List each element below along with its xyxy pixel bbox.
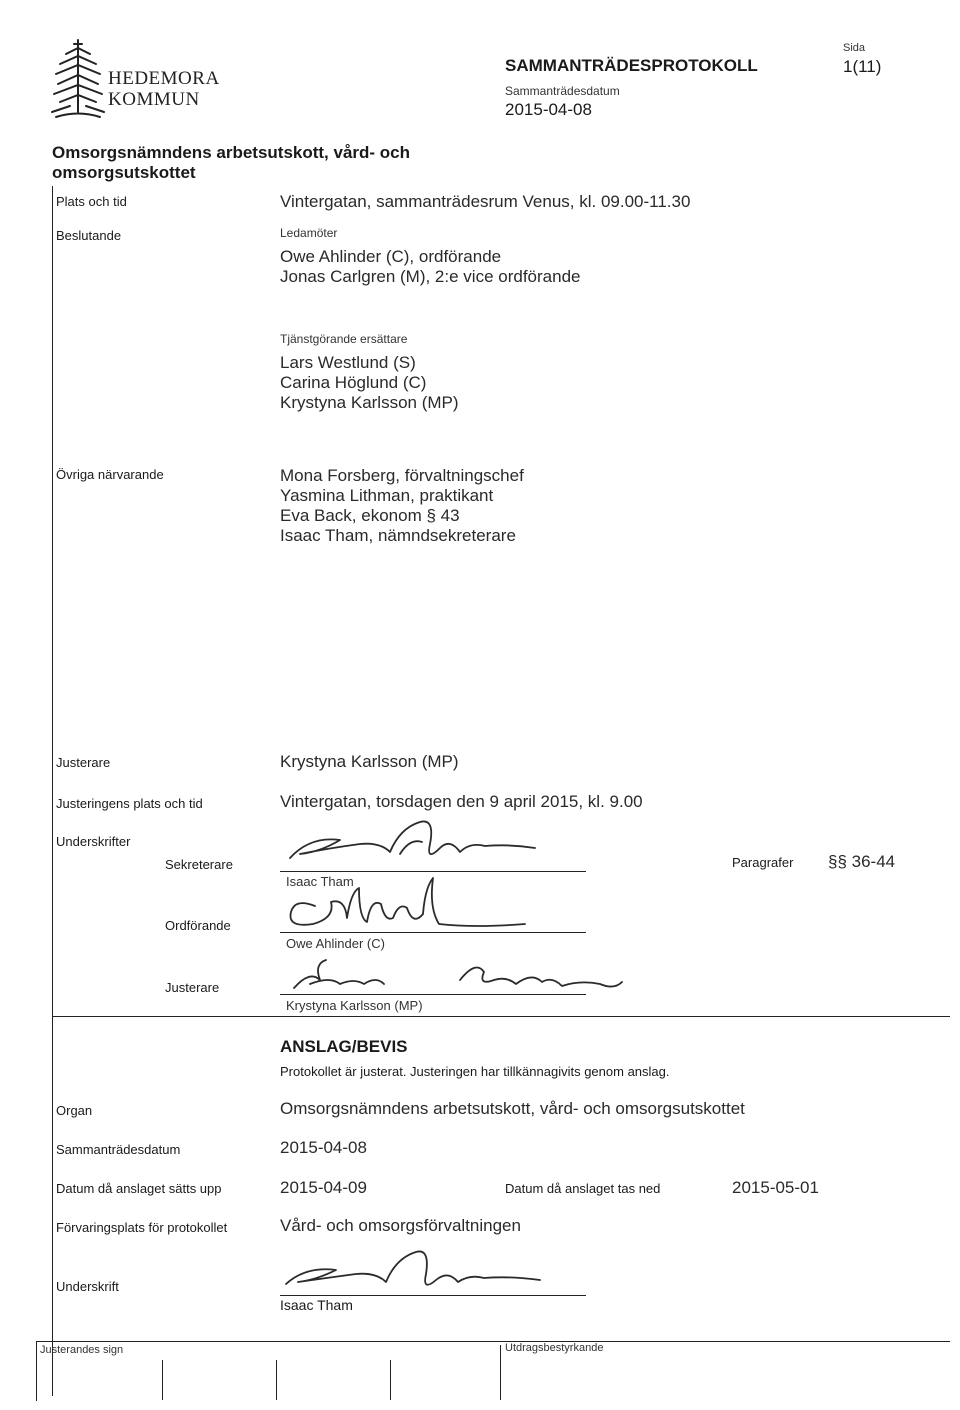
chair-signature-line: [280, 932, 586, 933]
member-2: Jonas Carlgren (M), 2:e vice ordförande: [280, 267, 581, 286]
other-person-1: Mona Forsberg, förvaltningschef: [280, 466, 524, 485]
page-number: 1(11): [843, 57, 882, 76]
storage-label: Förvaringsplats för protokollet: [56, 1220, 228, 1235]
footer-extract-label: Utdragsbestyrkande: [505, 1342, 604, 1354]
notice-title: ANSLAG/BEVIS: [280, 1037, 408, 1056]
meeting-date-label: Sammanträdesdatum: [505, 84, 620, 98]
notice-meeting-date-label: Sammanträdesdatum: [56, 1142, 181, 1157]
footer-left-border: [36, 1341, 37, 1401]
place-label: Plats och tid: [56, 194, 127, 209]
place-value: Vintergatan, sammanträdesrum Venus, kl. 09.00-11.30: [280, 192, 691, 211]
logo-line1: HEDEMORA: [108, 68, 220, 89]
other-person-3: Eva Back, ekonom § 43: [280, 506, 460, 525]
notice-signature-name: Isaac Tham: [280, 1297, 353, 1313]
adjuster-signature-line: [280, 994, 586, 995]
document-title: SAMMANTRÄDESPROTOKOLL: [505, 56, 758, 75]
notice-signature-line: [280, 1295, 586, 1296]
substitute-3: Krystyna Karlsson (MP): [280, 393, 459, 412]
paragraphs-label: Paragrafer: [732, 855, 794, 870]
adjuster-name: Krystyna Karlsson (MP): [286, 998, 423, 1013]
logo-line2: KOMMUN: [108, 89, 200, 110]
adjuster-value: Krystyna Karlsson (MP): [280, 752, 459, 771]
member-1: Owe Ahlinder (C), ordförande: [280, 247, 502, 266]
left-border: [52, 186, 53, 1396]
municipality-logo: [50, 38, 220, 120]
notice-text: Protokollet är justerat. Justeringen har tillkännagivits genom anslag.: [280, 1064, 670, 1079]
chair-signature: [275, 868, 575, 938]
members-heading: Ledamöter: [280, 226, 338, 240]
notice-signature-label: Underskrift: [56, 1279, 119, 1294]
sign-box-divider-1: [162, 1360, 163, 1400]
paragraphs-value: §§ 36-44: [828, 852, 896, 871]
removed-date-value: 2015-05-01: [732, 1178, 819, 1197]
committee-title-line1: Omsorgsnämndens arbetsutskott, vård- och: [52, 143, 411, 162]
decision-label: Beslutande: [56, 228, 122, 243]
committee-title-line2: omsorgsutskottet: [52, 163, 196, 182]
adjust-place-value: Vintergatan, torsdagen den 9 april 2015, kl. 9.00: [280, 792, 643, 811]
substitutes-heading: Tjänstgörande ersättare: [280, 332, 408, 346]
removed-date-label: Datum då anslaget tas ned: [505, 1181, 661, 1196]
signature-adjuster-label: Justerare: [165, 980, 220, 995]
posted-date-label: Datum då anslaget sätts upp: [56, 1181, 222, 1196]
posted-date-value: 2015-04-09: [280, 1178, 367, 1197]
secretary-name: Isaac Tham: [286, 874, 354, 889]
sign-box-divider-3: [390, 1360, 391, 1400]
page-label: Sida: [843, 42, 866, 54]
footer-top-line: [36, 1341, 950, 1342]
others-label: Övriga närvarande: [56, 467, 164, 482]
signatures-label: Underskrifter: [56, 834, 131, 849]
other-person-4: Isaac Tham, nämndsekreterare: [280, 526, 516, 545]
footer-sign-label: Justerandes sign: [40, 1344, 124, 1356]
storage-value: Vård- och omsorgsförvaltningen: [280, 1216, 521, 1235]
chair-name: Owe Ahlinder (C): [286, 936, 385, 951]
secretary-label: Sekreterare: [165, 857, 233, 872]
adjuster-signature: [280, 950, 640, 1000]
section-divider: [52, 1016, 950, 1017]
sign-box-divider-2: [276, 1360, 277, 1400]
sign-box-divider-4: [500, 1345, 501, 1400]
organ-label: Organ: [56, 1103, 93, 1118]
crest-icon: [50, 38, 106, 120]
meeting-date-value: 2015-04-08: [505, 100, 592, 119]
adjuster-label: Justerare: [56, 755, 111, 770]
substitute-2: Carina Höglund (C): [280, 373, 427, 392]
organ-value: Omsorgsnämndens arbetsutskott, vård- och omsorgsutskottet: [280, 1099, 745, 1118]
adjust-place-label: Justeringens plats och tid: [56, 796, 203, 811]
other-person-2: Yasmina Lithman, praktikant: [280, 486, 494, 505]
substitute-1: Lars Westlund (S): [280, 353, 416, 372]
notice-meeting-date-value: 2015-04-08: [280, 1138, 367, 1157]
notice-signature: [270, 1240, 590, 1300]
chair-label: Ordförande: [165, 918, 231, 933]
